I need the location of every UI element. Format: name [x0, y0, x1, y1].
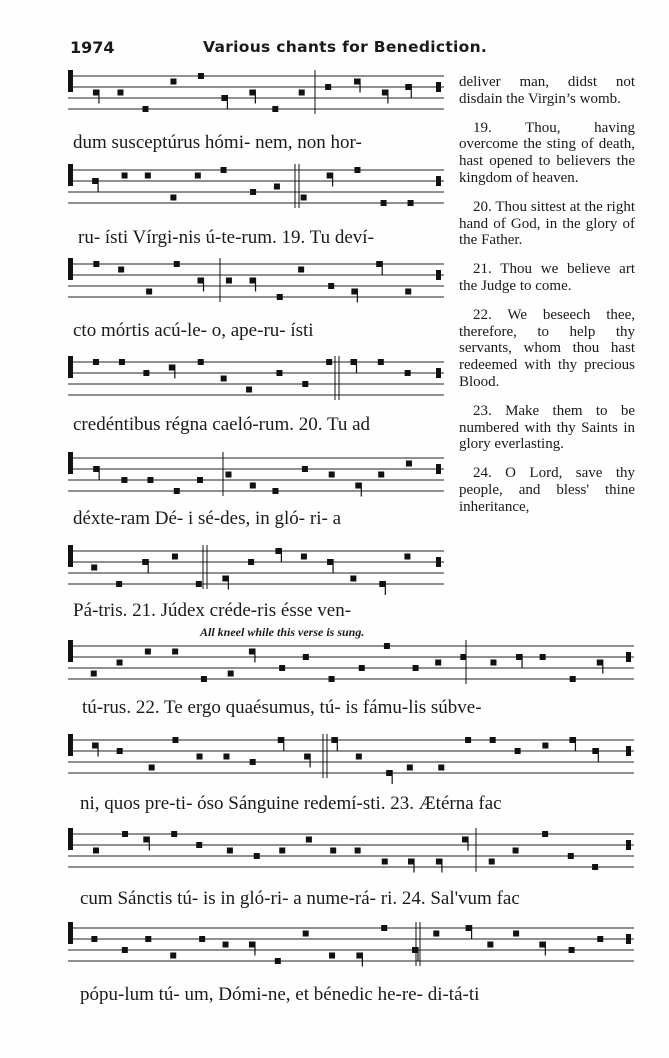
- neume: [542, 831, 548, 837]
- neume: [354, 79, 360, 85]
- neume: [355, 483, 361, 489]
- neume: [145, 173, 151, 179]
- neume: [249, 90, 255, 96]
- neume: [122, 173, 128, 179]
- neume: [329, 953, 335, 959]
- neume: [201, 676, 207, 682]
- neume: [277, 294, 283, 300]
- neume: [196, 581, 202, 587]
- chant-staff-5: [66, 452, 444, 498]
- neume: [406, 461, 412, 467]
- neume: [93, 848, 99, 854]
- neume: [435, 660, 441, 666]
- custos: [626, 652, 631, 662]
- clef-mark: [68, 452, 73, 474]
- chant-staff-6: [66, 545, 444, 591]
- neume: [228, 671, 234, 677]
- neume: [378, 472, 384, 478]
- neume: [433, 931, 439, 937]
- neume: [350, 359, 356, 365]
- clef-mark: [68, 356, 73, 378]
- translation-column: [459, 74, 635, 528]
- neume: [462, 837, 468, 843]
- neume: [356, 953, 362, 959]
- lyric-line: déxte-ram Dé- i sé-des, in gló- ri- a: [73, 508, 342, 529]
- neume: [569, 947, 575, 953]
- neume: [569, 737, 575, 743]
- neume: [489, 859, 495, 865]
- neume: [356, 754, 362, 760]
- chant-staff-2: [66, 164, 444, 210]
- chant-staff-8: [66, 734, 634, 780]
- rubric: All kneel while this verse is sung.: [200, 625, 365, 639]
- neume: [170, 195, 176, 201]
- lyric-line: ni, quos pre-ti- óso Sánguine redemí-sti. 23. Ætérna fac: [80, 793, 502, 814]
- neume: [327, 173, 333, 179]
- neume: [438, 765, 444, 771]
- neume: [121, 477, 127, 483]
- chant-staff-4: [66, 356, 444, 402]
- lyric-line: cto mórtis acú-le- o, ape-ru- ísti: [73, 320, 314, 341]
- neume: [170, 953, 176, 959]
- neume: [91, 671, 97, 677]
- neume: [174, 488, 180, 494]
- neume: [250, 759, 256, 765]
- neume: [223, 942, 229, 948]
- lyric-line: cum Sánctis tú- is in gló-ri- a nume-rá- ri. 24. Sal'vum fac: [80, 888, 520, 909]
- neume: [329, 472, 335, 478]
- neume: [404, 554, 410, 560]
- neume: [149, 765, 155, 771]
- neume: [299, 90, 305, 96]
- neume: [386, 770, 392, 776]
- neume: [199, 936, 205, 942]
- neume: [351, 289, 357, 295]
- neume: [172, 649, 178, 655]
- neume: [542, 743, 548, 749]
- neume: [539, 942, 545, 948]
- custos: [436, 368, 441, 378]
- neume: [169, 365, 175, 371]
- neume: [142, 559, 148, 565]
- neume: [327, 559, 333, 565]
- neume: [250, 483, 256, 489]
- translation-paragraph: 19. Thou, having overcome the sting of death, hast opened to believers the kingdom of heaven.: [459, 119, 635, 186]
- translation-paragraph: 24. O Lord, save thy people, and bless' thine inheritance,: [459, 465, 635, 515]
- custos: [626, 840, 631, 850]
- neume: [275, 958, 281, 964]
- custos: [626, 934, 631, 944]
- neume: [304, 754, 310, 760]
- neume: [382, 90, 388, 96]
- neume: [303, 654, 309, 660]
- neume: [174, 261, 180, 267]
- clef-mark: [68, 734, 73, 756]
- neume: [329, 676, 335, 682]
- neume: [272, 488, 278, 494]
- neume: [378, 359, 384, 365]
- neume: [513, 931, 519, 937]
- lyric-line: credéntibus régna caeló-rum. 20. Tu ad: [73, 414, 371, 435]
- neume: [359, 665, 365, 671]
- neume: [93, 359, 99, 365]
- lyric-line: Pá-tris. 21. Júdex créde-ris ésse ven-: [73, 600, 352, 621]
- neume: [276, 370, 282, 376]
- neume: [384, 643, 390, 649]
- neume: [246, 387, 252, 393]
- neume: [303, 931, 309, 937]
- neume: [326, 359, 332, 365]
- neume: [197, 754, 203, 760]
- neume: [122, 947, 128, 953]
- chant-staff-1: [66, 70, 444, 116]
- neume: [196, 842, 202, 848]
- neume: [597, 660, 603, 666]
- neume: [301, 195, 307, 201]
- neume: [306, 837, 312, 843]
- neume: [227, 848, 233, 854]
- clef-mark: [68, 258, 73, 280]
- neume: [143, 837, 149, 843]
- neume: [249, 942, 255, 948]
- neume: [170, 79, 176, 85]
- neume: [221, 167, 227, 173]
- chant-staff-9: [66, 828, 634, 874]
- neume: [117, 660, 123, 666]
- neume: [592, 748, 598, 754]
- neume: [592, 864, 598, 870]
- neume: [143, 370, 149, 376]
- neume: [381, 925, 387, 931]
- neume: [272, 106, 278, 112]
- neume: [172, 737, 178, 743]
- neume: [487, 942, 493, 948]
- neume: [198, 73, 204, 79]
- neume: [116, 581, 122, 587]
- clef-mark: [68, 640, 73, 662]
- neume: [93, 261, 99, 267]
- running-title: Various chants for Benediction.: [203, 38, 488, 56]
- neume: [172, 554, 178, 560]
- translation-paragraph: 21. Thou we believe art the Judge to come.: [459, 261, 635, 294]
- lyric-line: pópu-lum tú- um, Dómi-ne, et bénedic he-re- di-tá-ti: [80, 984, 480, 1005]
- neume: [145, 649, 151, 655]
- chant-staff-3: [66, 258, 444, 304]
- neume: [436, 859, 442, 865]
- neume: [407, 765, 413, 771]
- neume: [142, 106, 148, 112]
- neume: [221, 376, 227, 382]
- neume: [122, 831, 128, 837]
- neume: [147, 477, 153, 483]
- neume: [298, 267, 304, 273]
- neume: [382, 859, 388, 865]
- neume: [331, 737, 337, 743]
- neume: [570, 676, 576, 682]
- translation-paragraph: 20. Thou sittest at the right hand of God, in the glory of the Father.: [459, 198, 635, 249]
- custos: [436, 464, 441, 474]
- neume: [92, 178, 98, 184]
- chant-staff-7: [66, 640, 634, 686]
- neume: [408, 859, 414, 865]
- neume: [119, 359, 125, 365]
- neume: [91, 565, 97, 571]
- neume: [221, 95, 227, 101]
- neume: [197, 477, 203, 483]
- neume: [381, 200, 387, 206]
- custos: [626, 746, 631, 756]
- neume: [413, 665, 419, 671]
- neume: [222, 576, 228, 582]
- neume: [490, 737, 496, 743]
- lyric-line: ru- ísti Vírgi-nis ú-te-rum. 19. Tu deví-: [78, 227, 374, 248]
- page-number: 1974: [70, 38, 115, 57]
- neume: [198, 359, 204, 365]
- neume: [248, 559, 254, 565]
- neume: [279, 848, 285, 854]
- neume: [355, 848, 361, 854]
- neume: [93, 90, 99, 96]
- neume: [460, 654, 466, 660]
- neume: [226, 278, 232, 284]
- neume: [302, 466, 308, 472]
- neume: [195, 173, 201, 179]
- neume: [223, 754, 229, 760]
- neume: [301, 554, 307, 560]
- neume: [93, 466, 99, 472]
- neume: [513, 848, 519, 854]
- lyric-line: tú-rus. 22. Te ergo quaésumus, tú- is fámu-lis súbve-: [82, 697, 482, 718]
- neume: [254, 853, 260, 859]
- neume: [146, 289, 152, 295]
- lyric-line: dum susceptúrus hómi- nem, non hor-: [73, 132, 362, 153]
- neume: [515, 748, 521, 754]
- translation-paragraph: 23. Make them to be numbered with thy Saints in glory everlasting.: [459, 402, 635, 453]
- neume: [279, 665, 285, 671]
- clef-mark: [68, 828, 73, 850]
- custos: [436, 557, 441, 567]
- neume: [250, 278, 256, 284]
- neume: [117, 90, 123, 96]
- neume: [490, 660, 496, 666]
- neume: [250, 189, 256, 195]
- neume: [118, 267, 124, 273]
- neume: [330, 848, 336, 854]
- neume: [275, 548, 281, 554]
- custos: [436, 270, 441, 280]
- clef-mark: [68, 545, 73, 567]
- neume: [92, 743, 98, 749]
- neume: [376, 261, 382, 267]
- clef-mark: [68, 922, 73, 944]
- translation-paragraph: deliver man, didst not disdain the Virgin’s womb.: [459, 74, 635, 107]
- neume: [278, 737, 284, 743]
- neume: [274, 184, 280, 190]
- neume: [354, 167, 360, 173]
- neume: [171, 831, 177, 837]
- neume: [91, 936, 97, 942]
- neume: [302, 381, 308, 387]
- neume: [198, 278, 204, 284]
- neume: [540, 654, 546, 660]
- translation-paragraph: 22. We beseech thee, therefore, to help thy servants, whom thou hast redeemed with thy precious Blood.: [459, 306, 635, 390]
- neume: [117, 748, 123, 754]
- neume: [597, 936, 603, 942]
- neume: [325, 84, 331, 90]
- neume: [225, 472, 231, 478]
- neume: [412, 947, 418, 953]
- neume: [249, 649, 255, 655]
- neume: [408, 200, 414, 206]
- clef-mark: [68, 164, 73, 186]
- neume: [516, 654, 522, 660]
- clef-mark: [68, 70, 73, 92]
- neume: [145, 936, 151, 942]
- neume: [350, 576, 356, 582]
- neume: [405, 84, 411, 90]
- custos: [436, 82, 441, 92]
- chant-staff-10: [66, 922, 634, 968]
- neume: [405, 370, 411, 376]
- neume: [466, 925, 472, 931]
- neume: [568, 853, 574, 859]
- neume: [379, 581, 385, 587]
- neume: [465, 737, 471, 743]
- neume: [405, 289, 411, 295]
- custos: [436, 176, 441, 186]
- neume: [328, 283, 334, 289]
- page-header: [70, 38, 640, 62]
